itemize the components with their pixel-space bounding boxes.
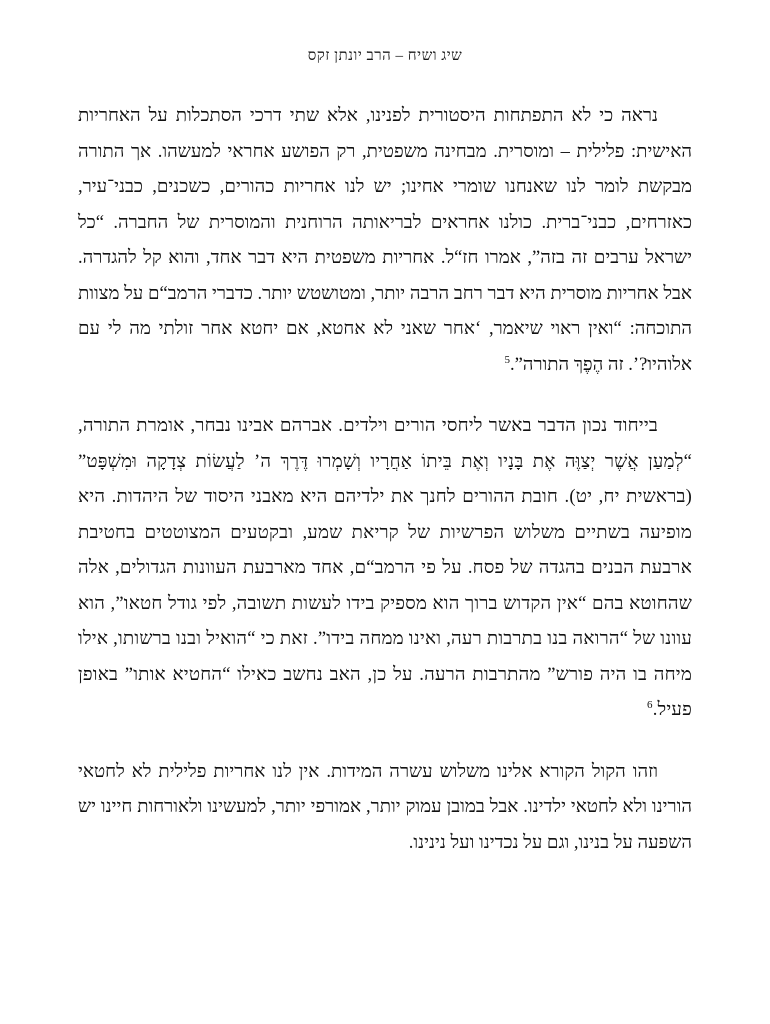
paragraph-1-text: נראה כי לא התפתחות היסטורית לפנינו, אלא שתי דרכי הסתכלות על האחריות האישית: פלילית – ומוסרית. מבחינה משפטית, רק הפושע אחראי למעשהו. אך התורה מבקשת לומר לנו שאנחנו שומרי אחינו; יש לנו אחריות כהורים, כשכנים, כבני־עיר, כאזרחים, כבני־ברית. כולנו אחראים לבריאותה הרוחנית והמוסרית של החברה. “כל ישראל ערבים זה בזה”, אמרו חז“ל. אחריות משפטית היא דבר אחד, והוא קל להגדרה. אבל אחריות מוסרית היא דבר רחב הרבה יותר, ומטושטש יותר. כדברי הרמב“ם על מצוות התוכחה: “ואין ראוי שיאמר, ‘אחר שאני לא אחטא, אם יחטא אחר זולתי מה לי עם אלוהיו?’. זה הֶפֶךְ התורה”. [78,106,692,375]
paragraph-2 [78,409,692,729]
footnote-marker-5[interactable]: 5 [504,353,510,366]
running-head: שיג ושיח – הרב יונתן זקס [307,48,463,64]
body-text [78,99,692,861]
footnote-marker-6[interactable]: 6 [647,699,653,712]
paragraph-3-text: וזהו הקול הקורא אלינו משלוש עשרה המידות. אין לנו אחריות פלילית לא לחטאי הורינו ולא לחטאי ילדינו. אבל במובן עמוק יותר, אמורפי יותר, למעשינו ולאורחות חיינו יש השפעה על בנינו, וגם על נכדינו ועל נינינו. [78,761,692,853]
paragraph-1 [78,99,692,383]
paragraph-3 [78,755,692,862]
paragraph-2-text: בייחוד נכון הדבר באשר ליחסי הורים וילדים. אברהם אבינו נבחר, אומרת התורה, “לְמַעַן אֲשֶׁר יְצַוֶּה אֶת בָּנָיו וְאֶת בֵּיתוֹ אַחֲרָיו וְשָׁמְרוּ דֶּרֶךְ ה’ לַעֲשׂוֹת צְדָקָה וּמִשְׁפָּט” (בראשית יח, יט). חובת ההורים לחנך את ילדיהם היא מאבני היסוד של היהדות. היא מופיעה בשתיים משלוש הפרשיות של קריאת שמע, ובקטעים המצוטטים בחטיבת ארבעת הבנים בהגדה של פסח. על פי הרמב“ם, אחד מארבעת העוונות הגדולים, אלה שהחוטא בהם “אין הקדוש ברוך הוא מספיק בידו לעשות תשובה, לפי גודל חטאו”, הוא עוונו של “הרואה בנו בתרבות רעה, ואינו ממחה בידו”. זאת כי “הואיל ובנו ברשותו, אילו מיחה בו היה פורש” מהתרבות הרעה. על כן, האב נחשב כאילו “החטיא אותו” באופן פעיל. [78,416,692,721]
